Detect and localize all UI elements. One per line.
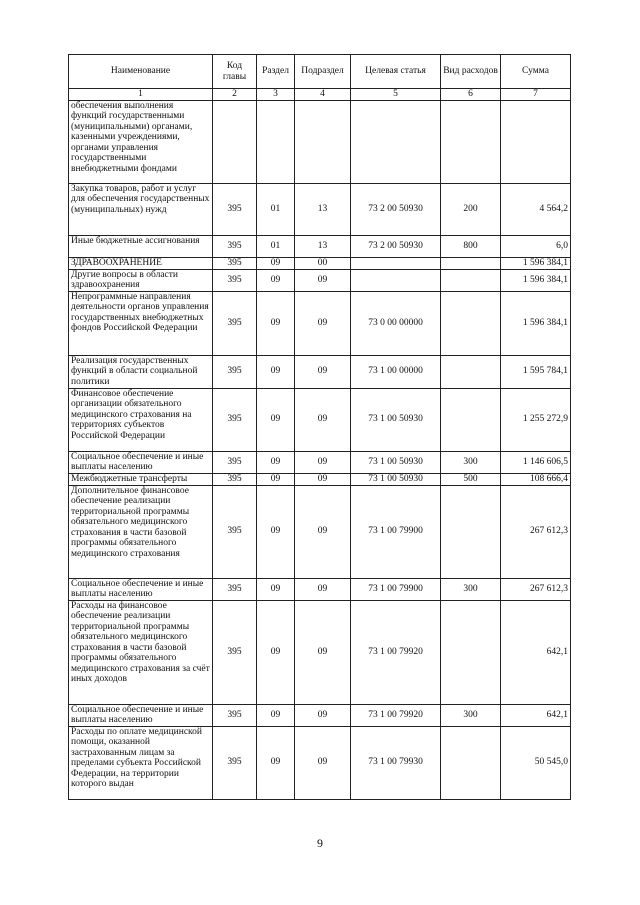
row-name: Социальное обеспечение и иные выплаты населению [69,451,213,473]
row-sum: 1 146 606,5 [501,451,571,473]
row-section [257,100,295,183]
row-target: 73 0 00 00000 [351,291,441,355]
row-sum: 1 595 784,1 [501,355,571,388]
row-code: 395 [213,704,257,726]
row-target [351,257,441,269]
row-subsection: 09 [295,726,351,799]
header-target: Целевая статья [351,55,441,89]
row-subsection: 09 [295,269,351,291]
row-section: 09 [257,451,295,473]
row-kind: 500 [441,473,501,485]
row-name: ЗДРАВООХРАНЕНИЕ [69,257,213,269]
row-target: 73 1 00 79900 [351,578,441,600]
table-row [69,388,571,451]
row-kind: 200 [441,183,501,235]
row-kind [441,257,501,269]
header-row [69,55,571,89]
row-sum: 267 612,3 [501,485,571,578]
row-code: 395 [213,291,257,355]
row-target: 73 1 00 50930 [351,451,441,473]
header-subsection: Подраздел [295,55,351,89]
column-number: 3 [257,89,295,101]
row-sum: 6,0 [501,235,571,257]
row-sum: 50 545,0 [501,726,571,799]
row-section: 09 [257,704,295,726]
table-row [69,355,571,388]
row-code: 395 [213,183,257,235]
table-row [69,473,571,485]
row-kind [441,485,501,578]
header-code: Код главы [213,55,257,89]
row-subsection: 09 [295,704,351,726]
row-code: 395 [213,473,257,485]
page-number: 9 [317,836,323,850]
row-subsection: 09 [295,355,351,388]
row-sum: 108 666,4 [501,473,571,485]
row-kind: 300 [441,578,501,600]
row-code: 395 [213,355,257,388]
table-row [69,600,571,704]
row-target: 73 1 00 79930 [351,726,441,799]
row-kind [441,100,501,183]
row-name: Закупка товаров, работ и услуг для обеспечения государственных (муниципальных) нужд [69,183,213,235]
row-name: обеспечения выполнения функций государственными (муниципальными) органами, казенными учреждениями, органами управления государственными внебюджетными фондами [69,100,213,183]
row-section: 09 [257,269,295,291]
row-sum: 267 612,3 [501,578,571,600]
row-subsection: 09 [295,578,351,600]
row-sum [501,100,571,183]
row-section: 09 [257,485,295,578]
row-target: 73 2 00 50930 [351,235,441,257]
row-subsection: 09 [295,600,351,704]
row-kind [441,726,501,799]
row-target: 73 1 00 50930 [351,388,441,451]
row-name: Непрограммные направления деятельности органов управления государственных внебюджетных фондов Российской Федерации [69,291,213,355]
row-kind: 300 [441,451,501,473]
row-name: Другие вопросы в области здравоохранения [69,269,213,291]
row-section: 09 [257,291,295,355]
row-code: 395 [213,451,257,473]
row-name: Межбюджетные трансферты [69,473,213,485]
table-row [69,291,571,355]
header-section: Раздел [257,55,295,89]
row-subsection: 13 [295,235,351,257]
row-target: 73 1 00 79920 [351,704,441,726]
row-subsection: 09 [295,473,351,485]
row-section: 09 [257,473,295,485]
row-kind [441,269,501,291]
table-row [69,235,571,257]
row-section: 09 [257,726,295,799]
row-sum: 4 564,2 [501,183,571,235]
table-row [69,704,571,726]
row-name: Реализация государственных функций в области социальной политики [69,355,213,388]
column-number: 5 [351,89,441,101]
table-row [69,485,571,578]
row-section: 09 [257,257,295,269]
row-subsection: 00 [295,257,351,269]
row-target [351,269,441,291]
row-name: Социальное обеспечение и иные выплаты населению [69,578,213,600]
table-row [69,100,571,183]
row-target: 73 1 00 79920 [351,600,441,704]
row-subsection: 09 [295,388,351,451]
table-row [69,269,571,291]
row-target: 73 1 00 50930 [351,473,441,485]
row-code: 395 [213,257,257,269]
row-name: Расходы на финансовое обеспечение реализации территориальной программы обязательного медицинского страхования в части базовой программы обязательного медицинского страхования за счёт иных доходов [69,600,213,704]
row-name: Иные бюджетные ассигнования [69,235,213,257]
row-code [213,100,257,183]
table-row [69,726,571,799]
row-section: 09 [257,355,295,388]
row-code: 395 [213,726,257,799]
table-row [69,183,571,235]
row-subsection: 09 [295,451,351,473]
row-code: 395 [213,578,257,600]
row-target [351,100,441,183]
table-body [69,100,571,799]
row-kind [441,600,501,704]
row-target: 73 2 00 50930 [351,183,441,235]
row-sum: 1 596 384,1 [501,257,571,269]
row-section: 01 [257,183,295,235]
header-name: Наименование [69,55,213,89]
row-subsection: 09 [295,291,351,355]
row-code: 395 [213,388,257,451]
row-code: 395 [213,600,257,704]
row-code: 395 [213,485,257,578]
row-section: 09 [257,578,295,600]
table-row [69,451,571,473]
row-subsection: 09 [295,485,351,578]
table-row [69,257,571,269]
row-subsection [295,100,351,183]
column-number: 4 [295,89,351,101]
row-target: 73 1 00 00000 [351,355,441,388]
row-kind [441,291,501,355]
column-number: 1 [69,89,213,101]
row-section: 01 [257,235,295,257]
row-section: 09 [257,600,295,704]
row-sum: 1 255 272,9 [501,388,571,451]
row-name: Дополнительное финансовое обеспечение реализации территориальной программы обязательного медицинского страхования в части базовой программы обязательного медицинского страхования [69,485,213,578]
row-code: 395 [213,235,257,257]
row-sum: 642,1 [501,600,571,704]
header-kind: Вид расходов [441,55,501,89]
header-sum: Сумма [501,55,571,89]
row-code: 395 [213,269,257,291]
table-row [69,578,571,600]
column-number: 6 [441,89,501,101]
row-sum: 1 596 384,1 [501,269,571,291]
row-kind: 300 [441,704,501,726]
row-sum: 642,1 [501,704,571,726]
column-number-row [69,89,571,101]
row-subsection: 13 [295,183,351,235]
column-number: 7 [501,89,571,101]
row-target: 73 1 00 79900 [351,485,441,578]
row-section: 09 [257,388,295,451]
column-number: 2 [213,89,257,101]
row-sum: 1 596 384,1 [501,291,571,355]
row-kind [441,388,501,451]
row-name: Финансовое обеспечение организации обязательного медицинского страхования на территориях субъектов Российской Федерации [69,388,213,451]
row-name: Социальное обеспечение и иные выплаты населению [69,704,213,726]
row-kind [441,355,501,388]
budget-table [68,54,571,800]
row-name: Расходы по оплате медицинской помощи, оказанной застрахованным лицам за пределами субъекта Российской Федерации, на территории которого выдан [69,726,213,799]
row-kind: 800 [441,235,501,257]
